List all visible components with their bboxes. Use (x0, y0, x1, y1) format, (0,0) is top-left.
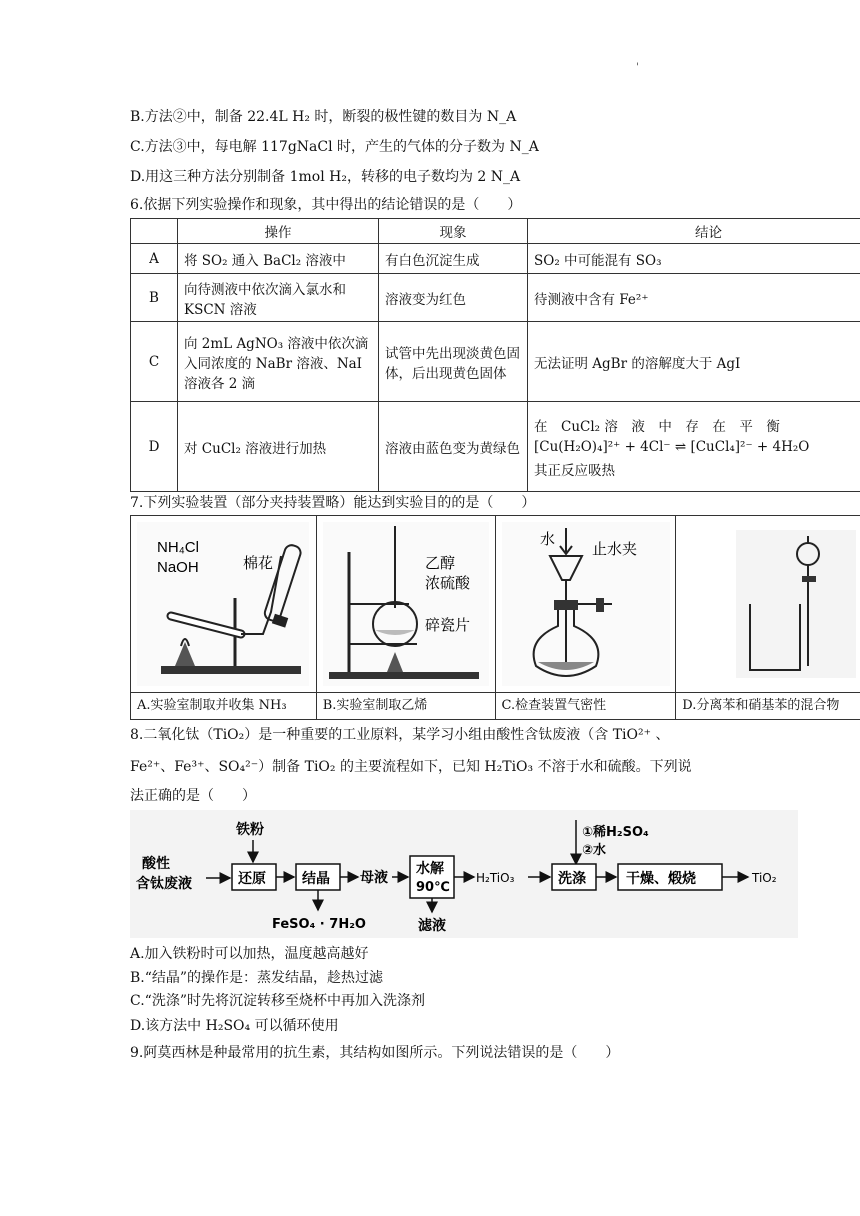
caption-a: A.实验室制取并收集 NH₃ (131, 692, 316, 719)
header-cell-phen: 现象 (379, 219, 528, 244)
header-cell-concl: 结论 (528, 219, 860, 244)
question-8-line-1: 8.二氧化钛（TiO₂）是一种重要的工业原料，某学习小组由酸性含钛废液（含 TiO²⁺ 、 (130, 727, 670, 743)
label-nh4cl: NH₄Cl (157, 539, 199, 556)
q8-option-c: C.“洗涤”时先将沉淀转移至烧杯中再加入洗涤剂 (130, 993, 425, 1009)
caption-d: D.分离苯和硝基苯的混合物 (676, 692, 860, 719)
concl-line-1: 在 CuCl₂ 溶 液 中 存 在 平 衡 (534, 418, 780, 435)
question-8-line-3: 法正确的是（ ） (130, 788, 256, 804)
question-6: 6.依据下列实验操作和现象，其中得出的结论错误的是（ ） (130, 197, 522, 213)
flow-feed-1: 酸性 (142, 856, 170, 872)
row-concl: SO₂ 中可能混有 SO₃ (528, 244, 860, 274)
flow-mother-liquor: 母液 (360, 870, 388, 886)
row-phen: 溶液由蓝色变为黄绿色 (379, 402, 528, 492)
row-op: 将 SO₂ 通入 BaCl₂ 溶液中 (178, 244, 379, 274)
table-header-row (131, 219, 860, 244)
option-b-line: B.方法②中，制备 22.4L H₂ 时，断裂的极性键的数目为 N_A (130, 109, 517, 125)
flow-byproduct: FeSO₄ · 7H₂O (272, 917, 366, 932)
flow-step-reduce: 还原 (238, 871, 266, 887)
flow-product: TiO₂ (752, 871, 777, 885)
flow-wash-reagent-2: ②水 (582, 843, 607, 858)
flow-reagent-iron: 铁粉 (236, 822, 264, 838)
flow-step-wash: 洗涤 (558, 871, 586, 887)
label-clamp: 止水夹 (591, 540, 637, 558)
label-sulfuric-acid: 浓硫酸 (424, 574, 470, 592)
row-op: 向 2mL AgNO₃ 溶液中依次滴入同浓度的 NaBr 溶液、NaI 溶液各 2 滴 (178, 322, 379, 402)
table-row (131, 274, 860, 322)
q8-option-a: A.加入铁粉时可以加热，温度越高越好 (130, 946, 369, 962)
label-ethanol: 乙醇 (424, 554, 455, 572)
option-c-line: C.方法③中，每电解 117gNaCl 时，产生的气体的分子数为 N_A (130, 139, 539, 155)
caption-b: B.实验室制取乙烯 (317, 692, 495, 719)
label-cotton: 棉花 (243, 554, 274, 572)
apparatus-d-drawing (676, 516, 860, 692)
flow-feed-2: 含钛废液 (136, 876, 192, 892)
row-concl: 待测液中含有 Fe²⁺ (528, 274, 860, 322)
row-label: B (131, 274, 178, 322)
apparatus-c-drawing (496, 516, 676, 692)
apparatus-b-drawing (317, 516, 495, 692)
header-cell-label (131, 219, 178, 244)
row-phen: 有白色沉淀生成 (379, 244, 528, 274)
q8-option-d: D.该方法中 H₂SO₄ 可以循环使用 (130, 1018, 339, 1034)
table-row (131, 244, 860, 274)
q7-figures (130, 515, 860, 720)
flow-step-hydrolysis: 水解 (416, 861, 444, 877)
flowchart-drawing (130, 810, 798, 938)
row-concl: 无法证明 AgBr 的溶解度大于 AgI (528, 322, 860, 402)
apparatus-a-drawing (131, 516, 316, 692)
q8-option-b: B.“结晶”的操作是：蒸发结晶，趁热过滤 (130, 970, 384, 986)
label-water: 水 (539, 530, 555, 548)
header-cell-op: 操作 (178, 219, 379, 244)
flow-step-temp: 90℃ (416, 880, 450, 895)
table-row (131, 402, 860, 492)
flow-step-crystallize: 结晶 (302, 871, 330, 887)
row-op: 对 CuCl₂ 溶液进行加热 (178, 402, 379, 492)
label-porcelain: 碎瓷片 (424, 616, 470, 634)
flow-step-dry: 干燥、煅烧 (626, 871, 696, 887)
option-d-line: D.用这三种方法分别制备 1mol H₂，转移的电子数均为 2 N_A (130, 169, 521, 185)
label-naoh: NaOH (157, 559, 199, 576)
flow-filtrate: 滤液 (418, 918, 446, 934)
question-7: 7.下列实验装置（部分夹持装置略）能达到实验目的的是（ ） (130, 495, 536, 511)
row-label: D (131, 402, 178, 492)
q6-table (130, 218, 860, 492)
row-op: 向待测液中依次滴入氯水和 KSCN 溶液 (178, 274, 379, 322)
row-phen: 溶液变为红色 (379, 274, 528, 322)
row-phen: 试管中先出现淡黄色固体，后出现黄色固体 (379, 322, 528, 402)
figure-d (676, 516, 860, 719)
top-mark: ' (636, 62, 639, 73)
question-8-line-2: Fe²⁺、Fe³⁺、SO₄²⁻）制备 TiO₂ 的主要流程如下，已知 H₂TiO₃ 不溶于水和硫酸。下列说 (130, 759, 692, 775)
process-flowchart (130, 810, 798, 938)
table-row (131, 322, 860, 402)
row-label: A (131, 244, 178, 274)
concl-line-2: [Cu(H₂O)₄]²⁺ + 4Cl⁻ ⇌ [CuCl₄]²⁻ + 4H₂O (534, 438, 810, 455)
flow-h2tio3: H₂TiO₃ (476, 871, 515, 885)
figure-a (131, 516, 317, 719)
concl-line-3: 其正反应吸热 (534, 462, 615, 479)
flow-wash-reagent-1: ①稀H₂SO₄ (582, 825, 649, 840)
row-label: C (131, 322, 178, 402)
figure-b (317, 516, 496, 719)
row-concl (528, 402, 860, 492)
caption-c: C.检查装置气密性 (496, 692, 676, 719)
question-9: 9.阿莫西林是种最常用的抗生素，其结构如图所示。下列说法错误的是（ ） (130, 1045, 620, 1061)
figure-c (496, 516, 677, 719)
